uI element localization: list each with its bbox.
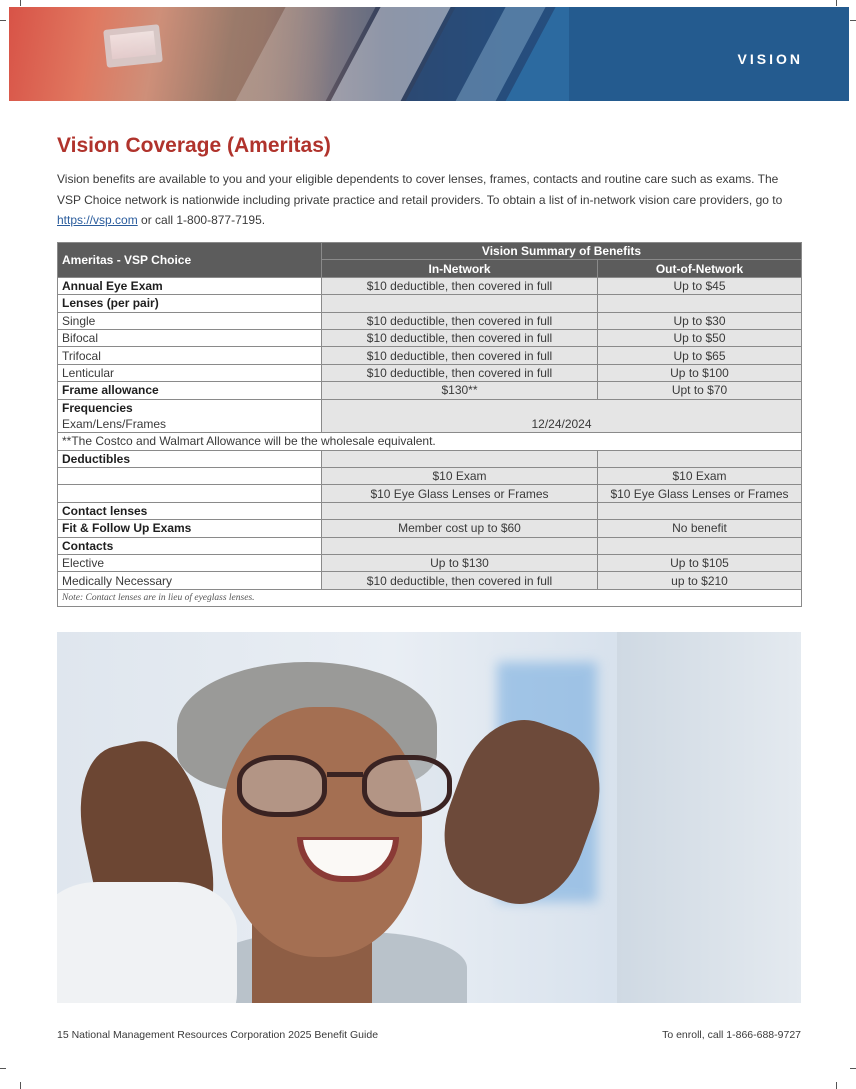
eyeglasses-fitting-photo — [57, 632, 801, 1003]
out-network-value: No benefit — [598, 520, 802, 537]
benefits-table — [57, 242, 802, 607]
allowance-note: **The Costco and Walmart Allowance will be the wholesale equivalent. — [58, 433, 802, 450]
out-network-value: Up to $45 — [598, 277, 802, 294]
row-sublabel: Exam/Lens/Frames — [58, 416, 322, 433]
crop-mark — [20, 1082, 21, 1089]
row-label: Frame allowance — [58, 382, 322, 399]
intro-text-end: or call 1-800-877-7195. — [137, 213, 266, 227]
table-row — [58, 382, 802, 399]
in-network-value: $10 Eye Glass Lenses or Frames — [322, 485, 598, 502]
footer-enroll: To enroll, call 1-866-688-9727 — [662, 1029, 801, 1041]
in-network-value: $10 deductible, then covered in full — [322, 277, 598, 294]
in-network-value: Up to $130 — [322, 555, 598, 572]
out-network-value — [598, 450, 802, 467]
table-row — [58, 277, 802, 294]
row-label: Fit & Follow Up Exams — [58, 520, 322, 537]
photo-sleeve — [57, 882, 237, 1003]
in-network-value: $10 deductible, then covered in full — [322, 312, 598, 329]
photo-face — [222, 707, 422, 957]
photo-doctor-coat — [617, 632, 801, 1003]
banner-blue-panel — [569, 7, 849, 101]
row-label: Frequencies — [58, 399, 322, 416]
page-title: Vision Coverage (Ameritas) — [57, 134, 331, 157]
intro-paragraph — [57, 169, 801, 231]
summary-header: Vision Summary of Benefits — [322, 243, 802, 260]
out-network-value: Up to $65 — [598, 347, 802, 364]
laptop-image — [103, 24, 163, 68]
table-row — [58, 485, 802, 502]
in-network-value: $10 deductible, then covered in full — [322, 329, 598, 346]
in-network-value — [322, 502, 598, 519]
contact-lens-note: Note: Contact lenses are in lieu of eyeglass lenses. — [58, 589, 802, 606]
table-row — [58, 537, 802, 554]
table-row — [58, 589, 802, 606]
row-label — [58, 485, 322, 502]
table-row — [58, 364, 802, 381]
glasses-lens-left — [237, 755, 327, 817]
crop-mark — [0, 20, 6, 21]
table-row — [58, 329, 802, 346]
table-row — [58, 450, 802, 467]
in-network-value: $10 Exam — [322, 468, 598, 485]
table-row — [58, 468, 802, 485]
row-label: Lenses (per pair) — [58, 295, 322, 312]
table-row — [58, 433, 802, 450]
out-network-value — [598, 295, 802, 312]
table-row — [58, 502, 802, 519]
header-banner — [9, 7, 849, 101]
row-label: Annual Eye Exam — [58, 277, 322, 294]
row-label: Contacts — [58, 537, 322, 554]
crop-mark — [850, 1068, 856, 1069]
table-row — [58, 572, 802, 589]
row-label: Elective — [58, 555, 322, 572]
out-network-value — [598, 502, 802, 519]
row-label — [58, 468, 322, 485]
vsp-link[interactable]: https://vsp.com — [57, 213, 138, 227]
row-label: Medically Necessary — [58, 572, 322, 589]
out-network-value: Up to $30 — [598, 312, 802, 329]
in-network-value — [322, 450, 598, 467]
out-network-value: Up to $100 — [598, 364, 802, 381]
table-row — [58, 399, 802, 416]
in-network-header: In-Network — [322, 260, 598, 277]
out-network-value: Up to $50 — [598, 329, 802, 346]
row-label: Trifocal — [58, 347, 322, 364]
crop-mark — [850, 20, 856, 21]
out-network-value: Upt to $70 — [598, 382, 802, 399]
section-label: VISION — [737, 51, 803, 67]
in-network-value: Member cost up to $60 — [322, 520, 598, 537]
out-network-value: Up to $105 — [598, 555, 802, 572]
table-row — [58, 295, 802, 312]
row-label: Single — [58, 312, 322, 329]
frequency-value: 12/24/2024 — [322, 399, 802, 433]
out-network-value: up to $210 — [598, 572, 802, 589]
intro-text: Vision benefits are available to you and your eligible dependents to cover lenses, frames, contacts and routine care such as exams. The VSP Choice network is nationwide including private practice and retail providers. To obtain a list of in-network vision care providers, go to — [57, 172, 783, 207]
row-label: Contact lenses — [58, 502, 322, 519]
table-row — [58, 347, 802, 364]
row-label: Deductibles — [58, 450, 322, 467]
glasses-bridge — [327, 772, 363, 777]
in-network-value: $130** — [322, 382, 598, 399]
in-network-value: $10 deductible, then covered in full — [322, 364, 598, 381]
out-network-value — [598, 537, 802, 554]
out-network-header: Out-of-Network — [598, 260, 802, 277]
crop-mark — [836, 1082, 837, 1089]
footer-page-info: 15 National Management Resources Corporation 2025 Benefit Guide — [57, 1029, 379, 1041]
crop-mark — [0, 1068, 6, 1069]
table-row — [58, 520, 802, 537]
out-network-value: $10 Exam — [598, 468, 802, 485]
row-label: Bifocal — [58, 329, 322, 346]
row-label: Lenticular — [58, 364, 322, 381]
in-network-value: $10 deductible, then covered in full — [322, 347, 598, 364]
glasses-lens-right — [362, 755, 452, 817]
out-network-value: $10 Eye Glass Lenses or Frames — [598, 485, 802, 502]
in-network-value: $10 deductible, then covered in full — [322, 572, 598, 589]
in-network-value — [322, 295, 598, 312]
table-row — [58, 312, 802, 329]
in-network-value — [322, 537, 598, 554]
crop-mark — [20, 0, 21, 6]
plan-header: Ameritas - VSP Choice — [58, 243, 322, 278]
crop-mark — [836, 0, 837, 6]
table-row — [58, 555, 802, 572]
